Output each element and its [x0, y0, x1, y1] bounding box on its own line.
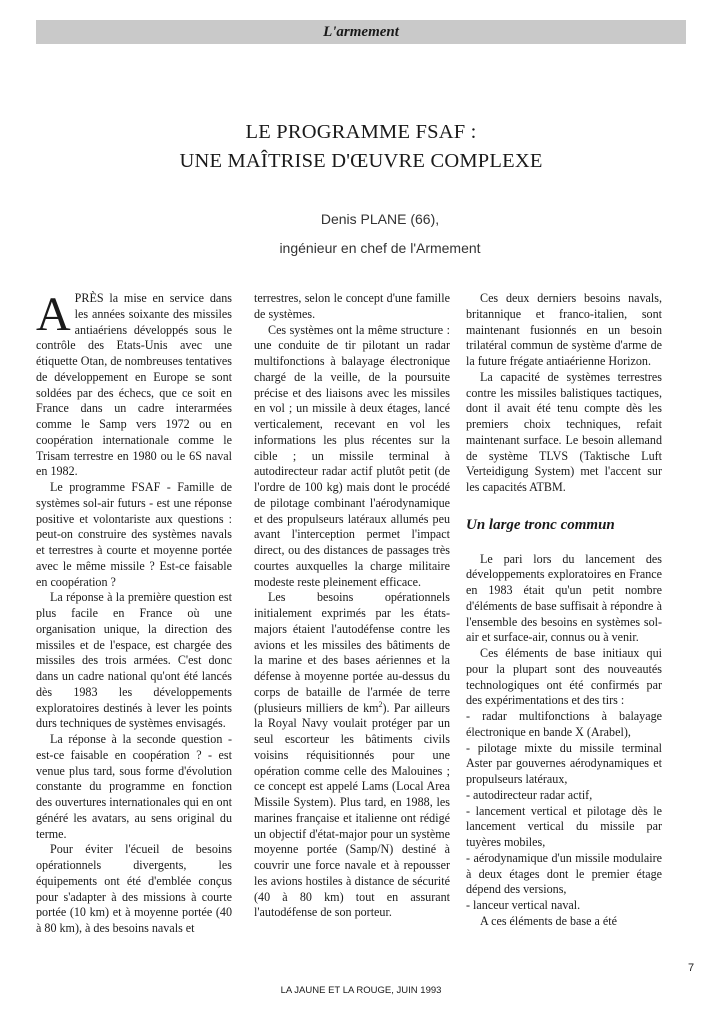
- col2-p3-text-b: ). Par ailleurs la Royal Navy voulait protéger par un seul escorteur les bâtiments civils voisins réquisitionnés pour une opération comme celle des Malouines ; ce concept est appelé Lams (Local Area Missile System). Plus tard, en 1988, les marines française et italienne ont rédigé un objectif d'état-major pour un système moyenne portée (Samp/N) destiné à couvrir une force navale et à repousser les avions hostiles à distance de sécurité (40 à 80 km) tout en assurant l'autodéfense de son porteur.: [254, 700, 450, 920]
- author-name: Denis PLANE (66),: [320, 211, 440, 227]
- bullet-item: - autodirecteur radar actif,: [466, 787, 593, 802]
- column-2: [254, 291, 450, 921]
- col1-paragraph-3: La réponse à la première question est plus facile en France où une organisation unique, la direction des missiles et de l'espace, est chargée des missiles des trois armées. C'est donc dans un cadre national qu'ont été lancés dès 1983 les développements exploratoires destinés à lever les points durs techniques de systèmes envisagés.: [36, 590, 232, 731]
- title-line-1: LE PROGRAMME FSAF :: [245, 121, 477, 143]
- col2-paragraph-3: [254, 590, 450, 921]
- col3-paragraph-1: Ces deux derniers besoins navals, britannique et franco-italien, sont maintenant fusionnés en un besoin trilatéral commun de système d'arme de la future frégate antiaérienne Horizon.: [466, 291, 662, 368]
- section-label: L'armement: [323, 24, 399, 40]
- section-band: [36, 20, 686, 44]
- col2-paragraph-1: terrestres, selon le concept d'une famille de systèmes.: [254, 291, 450, 321]
- bullet-item: - aérodynamique d'un missile modulaire à deux étages dont le premier étage dépend des versions,: [466, 850, 662, 897]
- bullet-item: - pilotage mixte du missile terminal Aster par gouvernes aérodynamiques et propulseurs latéraux,: [466, 740, 662, 786]
- col3-paragraph-2: La capacité de systèmes terrestres contre les missiles balistiques tactiques, dont il avait été tenu compte dès les premiers choix techniques, refait maintenant surface. Le besoin allemand de système TLVS (Taktische Luft Verteidigung System) met l'accent sur les capacités ATBM.: [466, 369, 662, 494]
- col3-paragraph-5: A ces éléments de base a été: [480, 913, 617, 928]
- bullet-list: [466, 709, 662, 914]
- column-1: [36, 288, 232, 937]
- col3-paragraph-3: Le pari lors du lancement des développements exploratoires en France en 1983 était qu'un petit nombre d'éléments de base suffisait à répondre à l'ensemble des besoins en systèmes sol-air et surface-air, connus ou à venir.: [466, 551, 662, 645]
- bullet-item: - lancement vertical et pilotage dès le lancement vertical du missile par tuyères mobiles,: [466, 803, 662, 849]
- author-block: [180, 205, 580, 263]
- col1-paragraph-5: Pour éviter l'écueil de besoins opérationnels divergents, les équipements ont été d'emblée conçus pour s'adapter à des missions à courte portée (10 km) et à moyenne portée (40 à 80 km), à des besoins navals et: [36, 842, 232, 935]
- author-role: ingénieur en chef de l'Armement: [279, 240, 481, 256]
- subheading: Un large tronc commun: [466, 516, 615, 533]
- column-3: [466, 291, 662, 930]
- col1-paragraph-1: [36, 288, 232, 480]
- article-title: [0, 118, 722, 176]
- superscript-2: 2: [378, 699, 383, 709]
- col1-paragraph-2: Le programme FSAF - Famille de systèmes sol-air futurs - est une réponse positive et volontariste aux questions : peut-on construire des systèmes navals et terrestres à courte et moyenne portée avec le même missile ? Est-ce faisable en coopération ?: [36, 480, 232, 589]
- footer: LA JAUNE ET LA ROUGE, JUIN 1993: [280, 985, 442, 996]
- col2-paragraph-2: Ces systèmes ont la même structure : une conduite de tir pilotant un radar multifonctions à balayage électronique chargé de la veille, de la poursuite précise et des liaisons avec les missiles en vol ; un missile à deux étages, lancé verticalement, recevant en vol les informations les plus récentes sur la cible ; un missile terminal à autodirecteur radar actif plutôt petit (de l'ordre de 100 kg) mais dont le procédé de pilotage combinant l'aérodynamique et des propulseurs latéraux allumés peu avant l'interception permet l'impact direct, ou des distances de passages très courtes auxquelles la charge militaire modeste reste pleinement efficace.: [254, 322, 450, 589]
- col3-paragraph-4: Ces éléments de base initiaux qui pour la plupart sont des nouveautés technologiques ont été confirmés par des expérimentations et des tirs :: [466, 646, 662, 708]
- bullet-item: - lanceur vertical naval.: [466, 898, 581, 912]
- col1-p1-text: PRÈS la mise en service dans les années soixante des missiles antiaériens développés sous le contrôle des Etats-Unis avec une étiquette Otan, de nombreuses tentatives de développement en Europe se sont soldées par des échecs, que ce soit en France dans un cadre interarmées comme le Samp vers 1972 ou en coopération internationale comme le Trisam terrestre en 1980 ou le 6S naval en 1982.: [36, 291, 232, 479]
- title-line-2: UNE MAÎTRISE D'ŒUVRE COMPLEXE: [179, 150, 543, 172]
- page-number: 7: [688, 962, 695, 974]
- drop-cap: A: [36, 288, 71, 341]
- col2-p3-text-a: Les besoins opérationnels initialement exprimés par les états-majors étaient l'autodéfense contre les avions et les missiles des bâtiments de la marine et des bases aériennes et la défense à moyenne portée au-dessus du corps de bataille de l'armée de terre (plusieurs milliers de km: [254, 590, 450, 715]
- col1-paragraph-4: La réponse à la seconde question - est-ce faisable en coopération ? - est venue plus tard, sous forme d'évolution constante du programme en fonction des ouvertures internationales qui en ont généré les avatars, au sens original du terme.: [36, 732, 232, 841]
- bullet-item: - radar multifonctions à balayage électronique en bande X (Arabel),: [466, 709, 662, 739]
